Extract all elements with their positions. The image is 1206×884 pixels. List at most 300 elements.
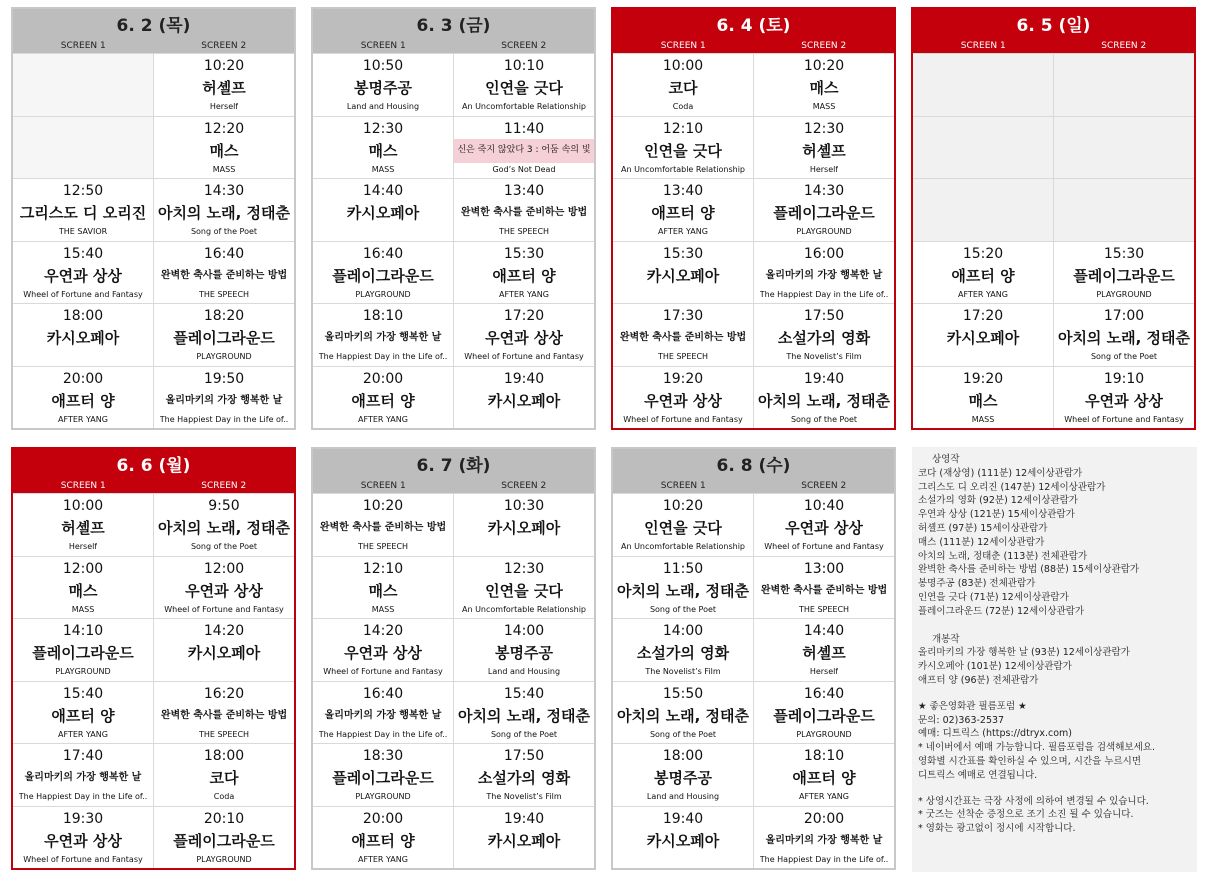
showtime-cell[interactable] (613, 744, 753, 806)
empty-slot (13, 54, 153, 116)
showtime-cell[interactable] (754, 557, 894, 619)
movie-title: 인연을 긋다 (485, 79, 563, 97)
showtime-grid (613, 493, 894, 868)
movie-title: 아치의 노래, 정태춘 (1057, 329, 1191, 347)
movie-title: 카시오페아 (646, 831, 720, 850)
showtime-cell[interactable] (313, 494, 453, 556)
movie-english-title: The Novelist’s Film (486, 792, 562, 801)
movie-english-title: Wheel of Fortune and Fantasy (164, 604, 284, 614)
showtime: 19:20 (662, 370, 704, 387)
showtime-cell[interactable] (454, 807, 594, 869)
now-showing-item: 인연을 긋다 (71분) 12세이상관람가 (918, 591, 1069, 603)
showtime-cell[interactable] (754, 367, 894, 429)
showtime: 15:20 (962, 245, 1004, 262)
showtime: 10:50 (362, 58, 404, 74)
showtime-cell[interactable] (454, 304, 594, 366)
showtime-cell[interactable] (613, 242, 753, 304)
movie-english-title: The Novelist’s Film (645, 667, 721, 676)
showtime-cell[interactable] (454, 619, 594, 681)
showtime-cell[interactable] (913, 242, 1053, 304)
day-panel (11, 7, 296, 430)
day-date: 6. 8 (수) (716, 456, 791, 476)
showtime: 12:30 (362, 120, 404, 137)
movie-title: 소설가의 영화 (777, 329, 871, 347)
showtime-cell[interactable] (454, 117, 594, 179)
showtime: 19:40 (503, 370, 545, 387)
showtime: 17:50 (803, 308, 845, 324)
movie-title: 인연을 긋다 (485, 581, 563, 600)
now-showing-item: 봉명주공 (83분) 전체관람가 (918, 578, 1036, 590)
screen-labels (613, 39, 894, 53)
showtime: 17:50 (503, 748, 545, 764)
showtime-cell[interactable] (454, 744, 594, 806)
now-showing-item: 플레이그라운드 (72분) 12세이상관람가 (918, 605, 1085, 617)
showtime-cell[interactable] (313, 242, 453, 304)
now-showing-item: 소설가의 영화 (92분) 12세이상관람가 (918, 495, 1078, 507)
showtime: 19:50 (203, 370, 245, 387)
showtime-cell[interactable] (454, 367, 594, 429)
movie-english-title: THE SAVIOR (58, 227, 108, 236)
showtime: 15:50 (662, 685, 704, 702)
showtime-cell[interactable] (754, 304, 894, 366)
now-showing-item: 매스 (111분) 12세이상관람가 (918, 536, 1045, 548)
showtime-cell[interactable] (154, 54, 294, 116)
showtime: 13:00 (803, 560, 845, 577)
showtime-cell[interactable] (13, 619, 153, 681)
showtime: 19:10 (1103, 370, 1145, 387)
screen-1-label: SCREEN 1 (660, 481, 706, 491)
movie-english-title: THE SPEECH (657, 352, 709, 361)
movie-english-title: THE SPEECH (198, 289, 250, 299)
info-panel (912, 447, 1197, 872)
showtime: 19:30 (62, 810, 104, 827)
showtime: 17:20 (503, 308, 545, 324)
showtime: 14:20 (203, 623, 245, 639)
empty-slot (913, 117, 1053, 179)
day-panel (11, 447, 296, 870)
screen-1-label: SCREEN 1 (960, 41, 1006, 51)
showtime-cell[interactable] (1054, 367, 1194, 429)
showtime-cell[interactable] (754, 54, 894, 116)
showtime: 10:30 (503, 498, 545, 514)
movie-english-title: Wheel of Fortune and Fantasy (623, 414, 743, 424)
showtime-cell[interactable] (13, 807, 153, 869)
showtime-cell[interactable] (13, 744, 153, 806)
movie-english-title: Land and Housing (646, 792, 720, 801)
showtime: 10:10 (503, 58, 545, 74)
showtime-cell[interactable] (313, 744, 453, 806)
note-line: * 영화는 광고없이 정시에 시작합니다. (918, 823, 1076, 835)
showtime-cell[interactable] (754, 744, 894, 806)
showtime-cell[interactable] (754, 682, 894, 744)
movie-title: 아치의 노래, 정태춘 (616, 706, 750, 725)
movie-title: 매스 (809, 79, 839, 97)
movie-english-title: MASS (971, 414, 995, 424)
showtime: 15:30 (1103, 245, 1145, 262)
movie-title: 허셸프 (202, 79, 246, 97)
showtime-cell[interactable] (454, 682, 594, 744)
movie-english-title: Herself (809, 164, 839, 174)
showtime: 13:40 (503, 183, 545, 199)
screen-2-label: SCREEN 2 (201, 41, 247, 51)
movie-title: 올리마키의 가장 행복한 날 (24, 772, 142, 783)
showtime-cell[interactable] (613, 682, 753, 744)
screen-2-label: SCREEN 2 (501, 41, 547, 51)
screen-1-label: SCREEN 1 (360, 41, 406, 51)
day-header (613, 9, 894, 53)
movie-title: 애프터 양 (51, 706, 115, 725)
showtime-cell[interactable] (613, 54, 753, 116)
empty-slot (1054, 54, 1194, 116)
showtime-cell[interactable] (154, 304, 294, 366)
movie-english-title: AFTER YANG (358, 854, 408, 864)
movie-english-title: AFTER YANG (799, 792, 849, 801)
showtime-cell[interactable] (613, 367, 753, 429)
movie-english-title: The Happiest Day in the Life of.. (159, 414, 289, 424)
showtime: 20:00 (803, 810, 845, 827)
movie-title: 완벽한 축사를 준비하는 방법 (460, 207, 588, 218)
showtime: 10:20 (362, 498, 404, 514)
showtime-cell[interactable] (754, 494, 894, 556)
showtime-grid (313, 493, 594, 868)
empty-slot (1054, 179, 1194, 241)
showtime: 11:40 (503, 120, 545, 137)
showtime: 14:10 (62, 623, 104, 639)
showtime-cell[interactable] (613, 557, 753, 619)
note-line: * 굿즈는 선착순 증정으로 조기 소진 될 수 있습니다. (918, 809, 1134, 821)
showtime-grid (13, 53, 294, 428)
showtime-cell[interactable] (13, 682, 153, 744)
movie-title: 소설가의 영화 (477, 769, 571, 787)
movie-english-title: MASS (71, 604, 95, 614)
day-header (13, 449, 294, 493)
showtime: 20:00 (362, 370, 404, 387)
movie-english-title: MASS (371, 604, 395, 614)
showtime-cell[interactable] (754, 179, 894, 241)
movie-english-title: God’s Not Dead (492, 164, 556, 174)
movie-english-title: Song of the Poet (490, 729, 558, 739)
showtime-cell[interactable] (454, 179, 594, 241)
movie-title: 우연과 상상 (44, 831, 122, 850)
showtime: 15:40 (62, 685, 104, 702)
showtime: 17:30 (662, 308, 704, 324)
screen-1-label: SCREEN 1 (360, 481, 406, 491)
showtime-cell[interactable] (454, 54, 594, 116)
showtime-cell[interactable] (454, 557, 594, 619)
screen-labels (13, 479, 294, 493)
movie-title: 아치의 노래, 정태춘 (757, 391, 891, 410)
showtime-cell[interactable] (313, 117, 453, 179)
opening-item: 올리마키의 가장 행복한 날 (93분) 12세이상관람가 (918, 647, 1130, 659)
showtime-cell[interactable] (754, 117, 894, 179)
showtime-cell[interactable] (613, 807, 753, 869)
showtime-cell[interactable] (454, 242, 594, 304)
showtime-cell[interactable] (313, 367, 453, 429)
movie-title: 카시오페아 (487, 519, 561, 537)
showtime: 18:10 (803, 748, 845, 764)
day-date: 6. 5 (일) (1016, 16, 1091, 36)
screen-1-label: SCREEN 1 (60, 481, 106, 491)
showtime-cell[interactable] (13, 367, 153, 429)
movie-title: 올리마키의 가장 행복한 날 (324, 709, 442, 721)
screen-1-label: SCREEN 1 (660, 41, 706, 51)
movie-english-title: Land and Housing (346, 102, 420, 111)
empty-slot (913, 179, 1053, 241)
showtime: 14:40 (362, 183, 404, 199)
movie-title: 플레이그라운드 (1073, 266, 1175, 285)
movie-english-title: Wheel of Fortune and Fantasy (764, 542, 884, 551)
showtime: 17:20 (962, 308, 1004, 324)
screen-2-label: SCREEN 2 (201, 481, 247, 491)
showtime-cell[interactable] (313, 557, 453, 619)
now-showing-item: 코다 (재상영) (111분) 12세이상관람가 (918, 467, 1083, 479)
movie-title: 애프터 양 (792, 769, 856, 787)
contact-line: 예매: 디트릭스 (https://dtryx.com) (918, 728, 1072, 740)
opening-item: 애프터 양 (96분) 전체관람가 (918, 674, 1039, 686)
showtime-cell[interactable] (154, 682, 294, 744)
screen-labels (313, 39, 594, 53)
showtime: 12:10 (362, 560, 404, 577)
showtime: 10:20 (662, 498, 704, 514)
showtime-cell[interactable] (154, 619, 294, 681)
movie-title: 소설가의 영화 (636, 644, 730, 662)
showtime-cell[interactable] (754, 619, 894, 681)
movie-english-title: THE SPEECH (198, 729, 250, 739)
movie-english-title: The Novelist’s Film (786, 352, 862, 361)
movie-title: 매스 (209, 141, 239, 160)
movie-english-title: MASS (212, 164, 236, 174)
showtime: 9:50 (208, 498, 240, 514)
screen-2-label: SCREEN 2 (801, 41, 847, 51)
movie-english-title: Wheel of Fortune and Fantasy (23, 289, 143, 299)
movie-title: 완벽한 축사를 준비하는 방법 (160, 269, 288, 281)
showtime-cell[interactable] (313, 807, 453, 869)
showtime: 16:40 (362, 245, 404, 262)
showtime-cell[interactable] (154, 242, 294, 304)
showtime-cell[interactable] (454, 494, 594, 556)
showtime-cell[interactable] (754, 807, 894, 869)
showtime-cell[interactable] (313, 619, 453, 681)
movie-english-title: Song of the Poet (790, 414, 858, 424)
showtime: 18:00 (662, 748, 704, 764)
movie-title: 애프터 양 (351, 391, 415, 410)
showtime: 15:40 (503, 685, 545, 702)
movie-title: 매스 (968, 391, 998, 410)
showtime-cell[interactable] (313, 179, 453, 241)
now-showing-item: 아치의 노래, 정태춘 (113분) 전체관람가 (918, 550, 1088, 562)
showtime: 10:40 (803, 498, 845, 514)
showtime-cell[interactable] (613, 619, 753, 681)
movie-title: 아치의 노래, 정태춘 (457, 706, 591, 725)
contact-line: 디트릭스 예매로 연결됩니다. (918, 769, 1038, 781)
opening-list (918, 646, 1191, 687)
empty-slot (1054, 117, 1194, 179)
showtime: 16:40 (803, 685, 845, 702)
showtime: 16:40 (203, 245, 245, 262)
showtime: 18:30 (362, 748, 404, 764)
showtime: 18:20 (203, 308, 245, 324)
movie-title: 플레이그라운드 (332, 266, 434, 285)
movie-title: 인연을 긋다 (644, 141, 722, 160)
showtime-cell[interactable] (13, 304, 153, 366)
movie-english-title: An Uncomfortable Relationship (620, 542, 745, 551)
day-header (313, 449, 594, 493)
movie-english-title: Wheel of Fortune and Fantasy (1064, 414, 1184, 424)
movie-title: 카시오페아 (487, 831, 561, 850)
movie-english-title: PLAYGROUND (196, 854, 252, 864)
showtime: 19:40 (803, 370, 845, 387)
showtime-cell[interactable] (13, 557, 153, 619)
showtime-cell[interactable] (13, 494, 153, 556)
showtime-grid (613, 53, 894, 428)
movie-title: 아치의 노래, 정태춘 (157, 204, 291, 222)
movie-english-title: The Happiest Day in the Life of.. (318, 352, 448, 361)
movie-english-title: THE SPEECH (798, 604, 850, 614)
showtime-cell[interactable] (754, 242, 894, 304)
movie-title: 플레이그라운드 (173, 831, 275, 850)
movie-title: 올리마키의 가장 행복한 날 (765, 269, 883, 281)
movie-english-title: Song of the Poet (649, 604, 717, 614)
movie-title: 애프터 양 (651, 204, 715, 222)
movie-title: 우연과 상상 (485, 329, 563, 347)
movie-english-title: PLAYGROUND (55, 667, 111, 676)
showtime: 10:00 (62, 498, 104, 514)
movie-title: 그리스도 디 오리진 (19, 204, 147, 222)
showtime-grid (913, 53, 1194, 428)
showtime-cell[interactable] (613, 494, 753, 556)
movie-title: 우연과 상상 (644, 391, 722, 410)
showtime-cell[interactable] (154, 494, 294, 556)
movie-title: 허셸프 (61, 519, 105, 537)
showtime-cell[interactable] (313, 304, 453, 366)
contact-line: 영화별 시간표를 확인하실 수 있으며, 시간을 누르시면 (918, 755, 1142, 767)
movie-english-title: MASS (371, 164, 395, 174)
movie-title: 올리마키의 가장 행복한 날 (765, 834, 883, 846)
movie-english-title: PLAYGROUND (355, 792, 411, 801)
showtime: 14:00 (662, 623, 704, 639)
movie-title: 아치의 노래, 정태춘 (157, 519, 291, 537)
screen-1-label: SCREEN 1 (60, 41, 106, 51)
movie-english-title: AFTER YANG (658, 227, 708, 236)
showtime: 12:20 (203, 120, 245, 137)
now-showing-item: 그리스도 디 오리진 (147분) 12세이상관람가 (918, 481, 1106, 493)
movie-title: 카시오페아 (487, 391, 561, 410)
movie-title: 인연을 긋다 (644, 519, 722, 537)
note-line: * 상영시간표는 극장 사정에 의하여 변경될 수 있습니다. (918, 795, 1149, 807)
showtime: 13:40 (662, 183, 704, 199)
showtime-cell[interactable] (913, 367, 1053, 429)
day-date: 6. 2 (목) (116, 16, 191, 36)
showtime: 14:00 (503, 623, 545, 639)
movie-title: 우연과 상상 (344, 644, 422, 662)
showtime-cell[interactable] (13, 242, 153, 304)
movie-english-title: Herself (809, 667, 839, 676)
movie-english-title: Wheel of Fortune and Fantasy (23, 854, 143, 864)
showtime-grid (13, 493, 294, 868)
movie-title: 플레이그라운드 (332, 769, 434, 787)
movie-title: 플레이그라운드 (32, 644, 134, 662)
movie-title: 코다 (209, 769, 239, 787)
showtime-cell[interactable] (613, 179, 753, 241)
showtime-cell[interactable] (154, 367, 294, 429)
showtime-cell[interactable] (13, 179, 153, 241)
day-header (613, 449, 894, 493)
showtime-cell[interactable] (913, 304, 1053, 366)
showtime-cell[interactable] (613, 117, 753, 179)
showtime: 20:00 (62, 370, 104, 387)
day-date: 6. 3 (금) (416, 16, 491, 36)
movie-title: 신은 죽지 않았다 3 : 어둠 속의 빛 (454, 139, 594, 163)
contact-line: 문의: 02)363-2537 (918, 714, 1005, 726)
movie-english-title: THE SPEECH (357, 542, 409, 551)
movie-english-title: THE SPEECH (498, 227, 550, 236)
showtime: 17:00 (1103, 308, 1145, 324)
contact-line: * 네이버에서 예매 가능합니다. 필름포럼을 검색해보세요. (918, 742, 1155, 754)
showtime: 12:00 (203, 560, 245, 577)
showtime: 12:10 (662, 120, 704, 137)
showtime: 16:40 (362, 685, 404, 702)
day-date: 6. 4 (토) (716, 16, 791, 36)
showtime-cell[interactable] (313, 54, 453, 116)
movie-title: 카시오페아 (646, 266, 720, 285)
showtime: 15:40 (62, 245, 104, 262)
opening-item: 카시오페아 (101분) 12세이상관람가 (918, 661, 1072, 673)
screen-2-label: SCREEN 2 (1101, 41, 1147, 51)
showtime: 12:30 (803, 120, 845, 137)
showtime-cell[interactable] (1054, 304, 1194, 366)
day-panel (611, 447, 896, 870)
showtime-cell[interactable] (613, 304, 753, 366)
showtime: 10:00 (662, 58, 704, 74)
movie-title: 플레이그라운드 (773, 204, 875, 222)
showtime-cell[interactable] (154, 807, 294, 869)
showtime-cell[interactable] (154, 744, 294, 806)
movie-title: 카시오페아 (46, 329, 120, 347)
showtime-cell[interactable] (154, 179, 294, 241)
opening-heading: 개봉작 (932, 633, 960, 645)
movie-title: 아치의 노래, 정태춘 (616, 581, 750, 600)
screen-labels (13, 39, 294, 53)
showtime: 12:00 (62, 560, 104, 577)
movie-title: 매스 (368, 141, 398, 160)
movie-english-title: Song of the Poet (1090, 352, 1158, 361)
showtime: 14:30 (803, 183, 845, 199)
showtime-grid (313, 53, 594, 428)
showtime: 10:20 (803, 58, 845, 74)
contact-info (918, 700, 1191, 783)
movie-english-title: The Happiest Day in the Life of.. (759, 289, 889, 299)
movie-title: 애프터 양 (951, 266, 1015, 285)
movie-english-title: The Happiest Day in the Life of.. (318, 729, 448, 739)
showtime-cell[interactable] (1054, 242, 1194, 304)
screen-2-label: SCREEN 2 (801, 481, 847, 491)
screen-2-label: SCREEN 2 (501, 481, 547, 491)
movie-title: 매스 (368, 581, 398, 600)
showtime: 19:40 (503, 810, 545, 827)
showtime-cell[interactable] (313, 682, 453, 744)
showtime: 18:00 (203, 748, 245, 764)
movie-title: 애프터 양 (351, 831, 415, 850)
showtime: 19:20 (962, 370, 1004, 387)
movie-english-title: AFTER YANG (499, 289, 549, 299)
showtime: 17:40 (62, 748, 104, 764)
showtime-cell[interactable] (154, 117, 294, 179)
showtime-cell[interactable] (154, 557, 294, 619)
showtime: 14:20 (362, 623, 404, 639)
movie-english-title: Herself (68, 542, 98, 551)
day-header (913, 9, 1194, 53)
movie-title: 완벽한 축사를 준비하는 방법 (760, 584, 888, 596)
